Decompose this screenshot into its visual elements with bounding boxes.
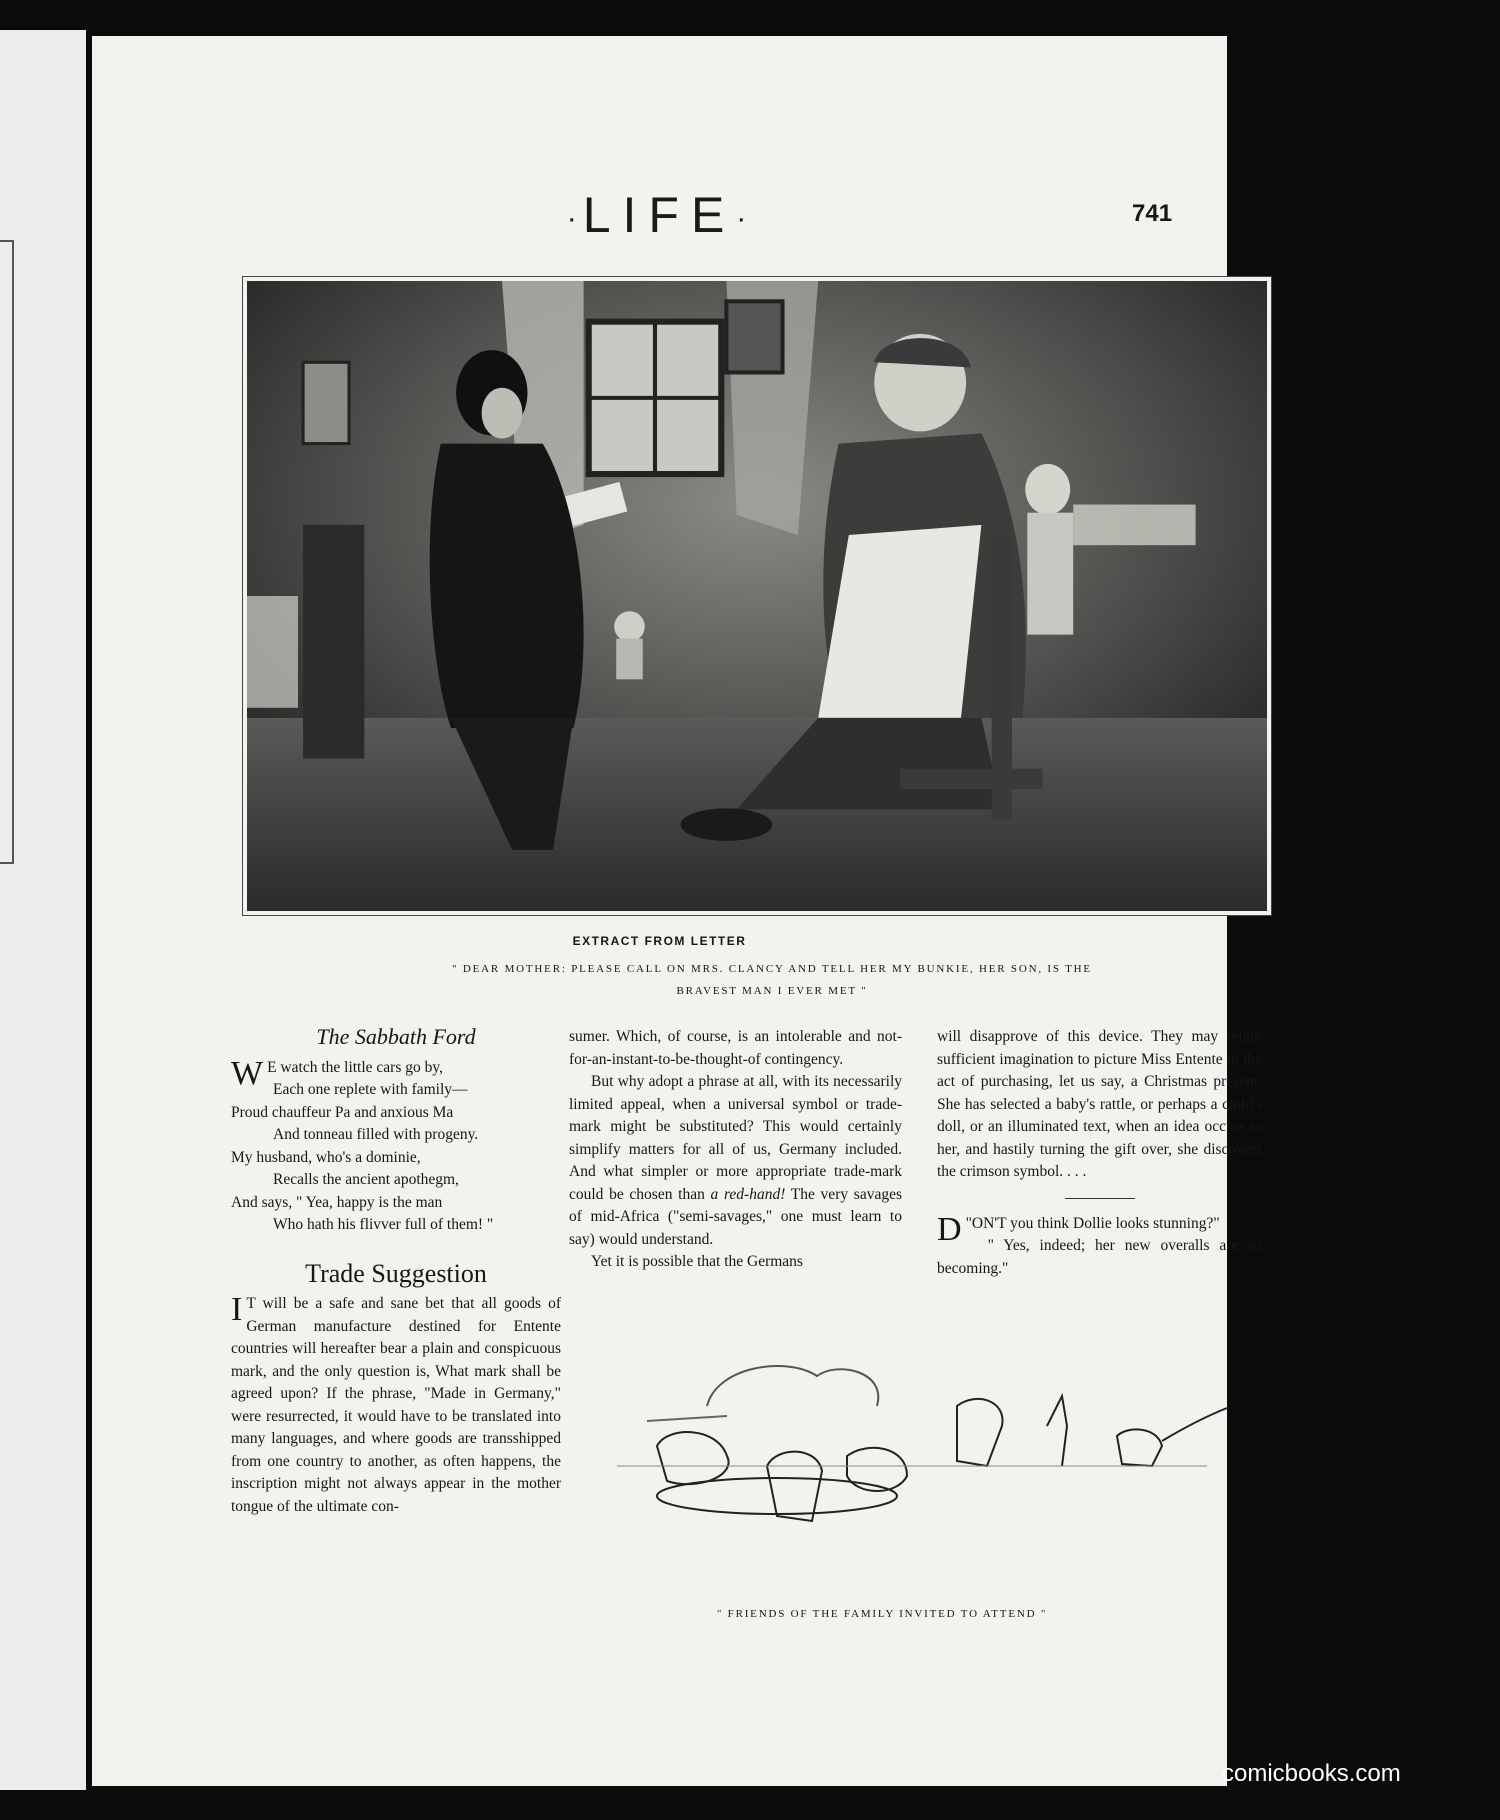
painting-two-women-reading-letter-icon [242,276,1272,916]
article-col2-paragraph-3: Yet it is possible that the Germans [591,1253,803,1270]
previous-page-frame [0,240,14,864]
poem-line: E watch the little cars go by, [267,1058,443,1076]
page-number: 741 [1132,200,1173,227]
masthead-dot-right: · [736,201,753,235]
poem-body [231,1054,561,1237]
joke-question [937,1210,1262,1248]
article-dropcap: I [231,1291,243,1328]
joke-dropcap: D [937,1210,962,1248]
article-text: But why adopt a phrase at all, with its necessarily limited appeal, when a universal symbol or trade-mark might be substituted? This would certainly simplify matters for all of us, Germany included. And what simpler or more appropriate trade-mark could be chosen than [569,1073,902,1203]
previous-page-edge [0,30,86,1790]
poem-line: And tonneau filled with progeny. [273,1126,479,1143]
sketch-caption: " FRIENDS OF THE FAMILY INVITED TO ATTEND " [716,1608,1048,1620]
article-paragraph-1 [231,1293,561,1518]
article-col2-paragraph-2 [569,1071,902,1251]
joke-line: ON'T you think Dollie looks stunning?" [971,1214,1220,1232]
poem-line: And says, " Yea, happy is the man [231,1193,443,1211]
masthead-title: LIFE [582,187,737,243]
poem-line: Who hath his flivver full of them! " [273,1216,494,1233]
column-right [937,1026,1262,1280]
masthead-dot-left: · [566,201,583,235]
joke-answer: " Yes, indeed; her new overalls are so becoming." [937,1237,1262,1277]
article-text: The very savages of mid-Africa ("semi-savages," one must learn to say) would understand. [569,1185,902,1248]
poem-line: Each one replete with family— [273,1081,468,1098]
poem-title: The Sabbath Ford [316,1024,476,1049]
column-middle [569,1026,902,1274]
illustration-caption-text [372,958,1172,1002]
poem-dropcap: W [231,1054,264,1092]
magazine-page [92,36,1262,1786]
divider-rule [1065,1198,1135,1199]
column-left [231,1026,561,1518]
caption-line: BRAVEST MAN I EVER MET " [676,985,868,997]
article-col1-text: T will be a safe and sane bet that all goods of German manufacture destined for Entente countries will hereafter bear a plain and conspicuous mark, and the only question is, What mark shall be agreed upon? If the phrase, "Made in Germany," were resurrected, it would have to be translated into many languages, and where goods are transshipped from one country to another, as often happens, the inscription might not always appear in the mother tongue of the ultimate con- [231,1295,561,1515]
masthead [92,186,1227,244]
joke-open-quote: " [965,1214,972,1232]
article-title: Trade Suggestion [305,1258,487,1288]
sketch-puppies-and-kittens-at-dish-icon [587,1346,1287,1576]
article-col3-paragraph-1: will disapprove of this device. They may retain sufficient imagination to picture Miss Entente in the act of purchasing, let us say, a Christmas present. She has selected a baby's rattle, or perhaps a child's doll, or an illuminated text, when an idea occurs to her, and hastily turning the gift over, she discovers the crimson symbol. . . . [937,1028,1262,1180]
caption-line: " DEAR MOTHER: PLEASE CALL ON MRS. CLANCY AND TELL HER MY BUNKIE, HER SON, IS THE [452,963,1092,975]
article-col2-paragraph-1: sumer. Which, of course, is an intolerable and not-for-an-instant-to-be-thought-of contingency. [569,1028,902,1068]
poem-line: My husband, who's a dominie, [231,1148,421,1166]
article-italic-text: a red-hand! [710,1185,786,1203]
poem-line: Proud chauffeur Pa and anxious Ma [231,1103,454,1121]
illustration-caption-title: EXTRACT FROM LETTER [572,934,747,948]
poem-line: Recalls the ancient apothegm, [273,1171,459,1188]
watermark: comicbooks.com [1222,1760,1401,1787]
